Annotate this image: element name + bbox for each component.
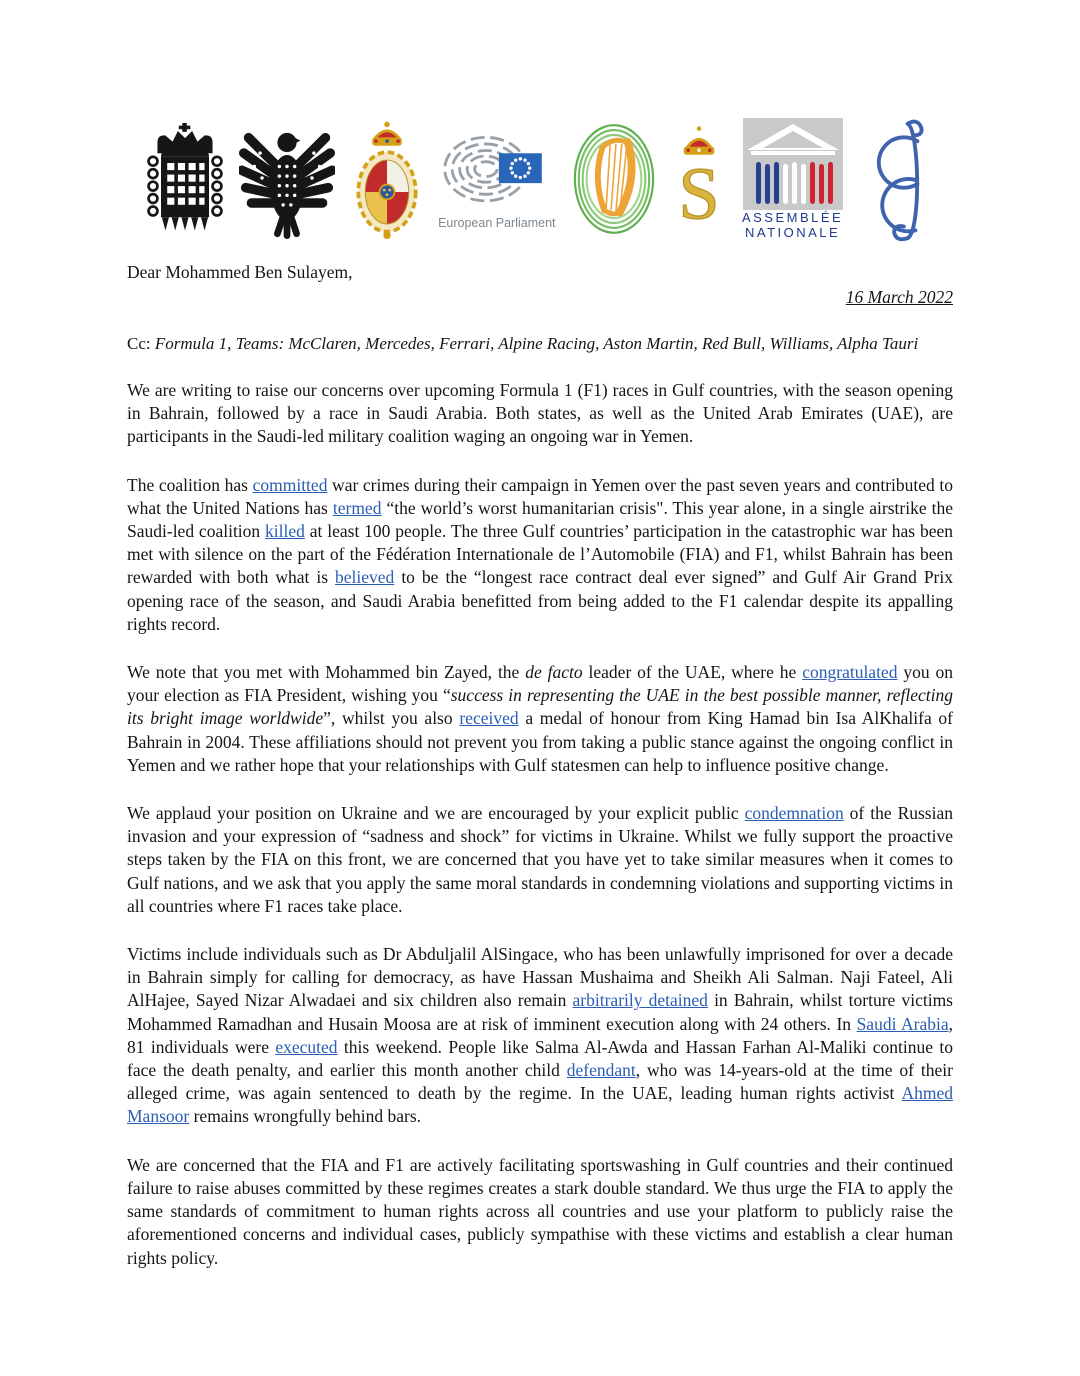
- body-text: , 81 individuals were: [127, 1013, 953, 1057]
- italic-text: de facto: [525, 662, 583, 683]
- body-text: a medal of honour from King Hamad bin Isa AlKhalifa of Bahrain in 2004. These affiliations should not prevent you from taking a public stance against the ongoing conflict in Yemen and we rather hope that your relationships with Gulf statesmen can help to influence positive change.: [127, 708, 954, 775]
- salutation: Dear Mohammed Ben Sulayem,: [127, 262, 353, 282]
- body-text: at least 100 people. The three Gulf countries’ participation in the catastrophic war has been met with silence on the part of the Fédération Internationale de l’Automobile (FIA) and F1, whilst Bahrain has been rewarded with both what is: [127, 521, 953, 588]
- assemblee-nationale-label-1: ASSEMBLÉE: [741, 210, 844, 225]
- italic-text: success in representing the UAE in the best possible manner, reflecting its bright image worldwide: [127, 685, 953, 729]
- svg-text:S: S: [678, 152, 720, 235]
- inline-link[interactable]: condemnation: [744, 803, 844, 824]
- oireachtas-logo: [570, 119, 658, 239]
- european-parliament-logo: [438, 128, 555, 230]
- assemblee-nationale-logo: [741, 118, 845, 240]
- letter-date: 16 March 2022: [845, 287, 953, 307]
- spanish-arms-logo: [350, 116, 424, 242]
- inline-link[interactable]: killed: [265, 521, 305, 542]
- paragraph: [127, 379, 953, 449]
- body-text: remains wrongfully behind bars.: [189, 1106, 422, 1127]
- inline-link[interactable]: executed: [275, 1036, 338, 1057]
- inline-link[interactable]: termed: [332, 497, 382, 518]
- body-text: leader of the UAE, where he: [582, 662, 803, 683]
- assemblee-nationale-building-icon: [741, 118, 845, 210]
- body-text: We applaud your position on Ukraine and we are encouraged by your explicit public: [127, 803, 745, 824]
- body-text: war crimes during their campaign in Yemen over the past seven years and contributed to what the United Nations has: [127, 474, 953, 518]
- cc-line: [127, 334, 953, 354]
- body-text: We are concerned that the FIA and F1 are actively facilitating sportswashing in Gulf countries and their continued failure to raise abuses committed by these regimes creates a stark double standard. We thus urge the FIA to apply the same standards of commitment to human rights across all countries and use your platform to publicly raise the aforementioned concerns and individual cases, publicly sympathise with these victims and establish a clear human rights policy.: [127, 1154, 953, 1268]
- paragraph: [127, 474, 953, 636]
- uk-parliament-portcullis-icon: [145, 116, 225, 242]
- inline-link[interactable]: defendant: [566, 1060, 636, 1081]
- inline-link[interactable]: Ahmed Mansoor: [127, 1083, 953, 1127]
- body-text: you on your election as FIA President, wishing you “: [127, 662, 953, 706]
- bundestag-logo: [239, 116, 335, 242]
- body-text: this weekend. People like Salma Al-Awda and Hassan Farhan Al-Maliki continue to face the death penalty, and earlier this month another child: [127, 1036, 953, 1081]
- body-text: We are writing to raise our concerns over upcoming Formula 1 (F1) races in Gulf countries, with the season opening in Bahrain, followed by a race in Saudi Arabia. Both states, as well as the United Arab Emirates (UAE), are participants in the Saudi-led military coalition waging an ongoing war in Yemen.: [127, 380, 953, 447]
- irish-harp-icon: [570, 119, 658, 239]
- inline-link[interactable]: believed: [335, 567, 395, 588]
- spanish-coat-of-arms-icon: [350, 116, 424, 242]
- body-text: ”, whilst you also: [323, 708, 460, 729]
- date-row: [127, 287, 953, 308]
- inline-link[interactable]: committed: [252, 474, 328, 495]
- parliament-logos-row: [145, 112, 937, 246]
- inline-link[interactable]: arbitrarily detained: [572, 990, 708, 1011]
- european-parliament-label: European Parliament: [438, 216, 556, 230]
- italic-text: Formula 1, Teams: McClaren, Mercedes, Ferrari, Alpine Racing, Aston Martin, Red Bull, Williams, Alpha Tauri: [154, 334, 919, 353]
- inline-link[interactable]: congratulated: [802, 662, 898, 683]
- body-text: to be the “longest race contract deal ever signed” and Gulf Air Grand Prix opening race of the season, and Saudi Arabia benefitted from being added to the F1 calendar despite its appalling rights record.: [127, 567, 953, 634]
- body-text: The coalition has: [127, 474, 253, 495]
- paragraph: [127, 1154, 953, 1270]
- body-text: Cc:: [127, 334, 155, 353]
- bundestag-eagle-icon: [239, 116, 335, 242]
- body-text: , who was 14-years-old at the time of their alleged crime, was again sentenced to death by the regime. In the UAE, leading human rights activist: [127, 1060, 953, 1104]
- inline-link[interactable]: received: [459, 708, 519, 729]
- european-parliament-hemicycle-icon: [441, 128, 553, 214]
- body-text: in Bahrain, whilst torture victims Mohammed Ramadhan and Husain Moosa are at risk of imminent execution along with 24 others. In: [127, 990, 953, 1034]
- uk-parliament-logo: [145, 116, 225, 242]
- inline-link[interactable]: Saudi Arabia: [856, 1013, 949, 1034]
- assemblee-nationale-label-2: NATIONALE: [744, 225, 841, 240]
- senate-s-crown-icon: [672, 120, 726, 238]
- body-text: Victims include individuals such as Dr Abduljalil AlSingace, who has been unlawfully imprisoned for over a decade in Bahrain simply for calling for democracy, as have Hassan Mushaima and Sheikh Ali Salman. Naji Fateel, Ali AlHajee, Sayed Nizar Alwadaei and six children also remain: [127, 944, 953, 1011]
- congreso-logo: [859, 116, 937, 242]
- cd-monogram-icon: [859, 116, 937, 242]
- letter-body: [127, 379, 953, 1270]
- paragraph: [127, 943, 953, 1129]
- body-text: of the Russian invasion and your expression of “sadness and shock” for victims in Ukraine. Whilst we fully support the proactive steps taken by the FIA on this front, we are concerned that you have yet to take similar measures when it comes to Gulf nations, and we ask that you apply the same moral standards in condemning violations and supporting victims in all countries where F1 races take place.: [127, 803, 953, 916]
- body-text: “the world’s worst humanitarian crisis". This year alone, in a single airstrike the Saudi-led coalition: [127, 497, 953, 542]
- paragraph: [127, 661, 953, 777]
- body-text: We note that you met with Mohammed bin Zayed, the: [127, 662, 526, 683]
- paragraph: [127, 802, 953, 918]
- senado-logo: [672, 120, 726, 238]
